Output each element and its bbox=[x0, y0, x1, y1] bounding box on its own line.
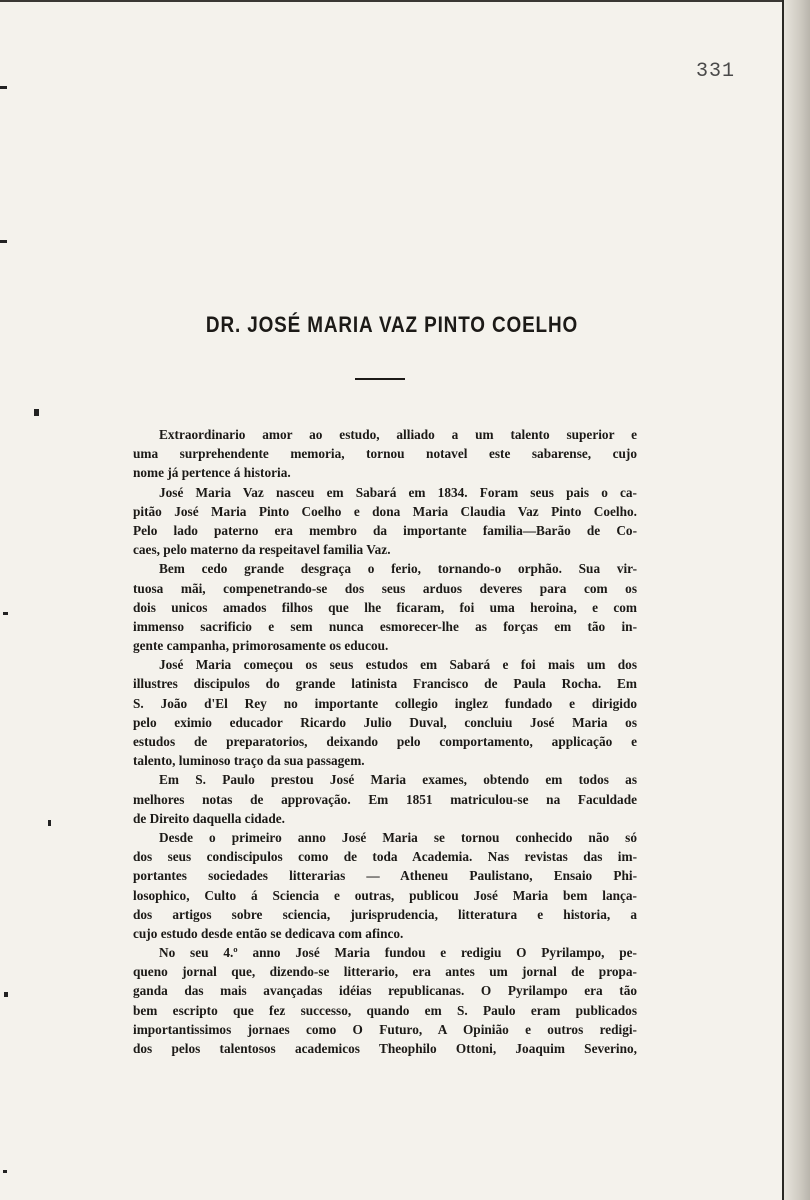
text-line: tuosa mãi, compenetrando-se dos seus arduos deveres para com os bbox=[133, 580, 637, 596]
text-line: dos pelos talentosos academicos Theophilo Ottoni, Joaquim Severino, bbox=[133, 1041, 637, 1056]
scan-mark bbox=[3, 612, 8, 615]
text-line: talento, luminoso traço da sua passagem. bbox=[133, 753, 365, 769]
text-line: José Maria começou os seus estudos em Sabará e foi mais um dos bbox=[159, 657, 637, 673]
text-line: immenso sacrificio e sem nunca esmorecer-lhe as forças em tão in- bbox=[133, 618, 637, 634]
text-line: pelo eximio educador Ricardo Julio Duval, concluiu José Maria os bbox=[133, 714, 637, 730]
scan-mark bbox=[4, 992, 8, 997]
text-line: Bem cedo grande desgraça o ferio, tornando-o orphão. Sua vir- bbox=[159, 561, 637, 577]
scan-mark bbox=[0, 86, 7, 89]
text-line: dos seus condiscipulos como de toda Academia. Nas revistas das im- bbox=[133, 849, 637, 865]
text-line: illustres discipulos do grande latinista Francisco de Paula Rocha. Em bbox=[133, 676, 637, 692]
text-line: dos artigos sobre sciencia, jurisprudencia, litteratura e historia, a bbox=[133, 906, 637, 922]
text-line: José Maria Vaz nasceu em Sabará em 1834. Foram seus pais o ca- bbox=[159, 484, 637, 500]
scan-mark bbox=[0, 240, 7, 243]
text-line: losophico, Culto á Sciencia e outras, publicou José Maria bem lança- bbox=[133, 887, 637, 903]
text-line: importantissimos jornaes como O Futuro, A Opinião e outros redigi- bbox=[133, 1021, 637, 1037]
text-line: Pelo lado paterno era membro da importante familia—Barão de Co- bbox=[133, 522, 637, 538]
page-number: 331 bbox=[696, 60, 736, 83]
text-line: No seu 4.º anno José Maria fundou e redigiu O Pyrilampo, pe- bbox=[159, 945, 637, 961]
text-line: caes, pelo materno da respeitavel familia Vaz. bbox=[133, 542, 391, 558]
text-line: bem escripto que fez successo, quando em S. Paulo eram publicados bbox=[133, 1002, 637, 1018]
text-line: estudos de preparatorios, deixando pelo comportamento, applicação e bbox=[133, 734, 637, 749]
text-line: pitão José Maria Pinto Coelho e dona Maria Claudia Vaz Pinto Coelho. bbox=[133, 503, 637, 519]
text-line: S. João d'El Rey no importante collegio inglez fundado e dirigido bbox=[133, 695, 637, 711]
text-line: de Direito daquella cidade. bbox=[133, 810, 285, 826]
text-line: Desde o primeiro anno José Maria se tornou conhecido não só bbox=[159, 829, 637, 845]
text-line: nome já pertence á historia. bbox=[133, 465, 291, 481]
title-divider bbox=[355, 378, 405, 380]
page-top-border bbox=[0, 0, 784, 2]
text-line: queno jornal que, dizendo-se litterario, era antes um jornal de propa- bbox=[133, 964, 637, 980]
text-line: ganda das mais avançadas idéias republicanas. O Pyrilampo era tão bbox=[133, 983, 637, 999]
text-line: Em S. Paulo prestou José Maria exames, obtendo em todos as bbox=[159, 772, 637, 788]
text-line: uma surprehendente memoria, tornou notavel este sabarense, cujo bbox=[133, 446, 637, 462]
text-line: cujo estudo desde então se dedicava com afinco. bbox=[133, 925, 404, 941]
body-text bbox=[133, 425, 637, 1058]
text-line: portantes sociedades litterarias — Atheneu Paulistano, Ensaio Phi- bbox=[133, 868, 637, 884]
scan-mark bbox=[3, 1170, 7, 1173]
text-line: gente campanha, primorosamente os educou. bbox=[133, 638, 389, 654]
page-edge bbox=[782, 0, 810, 1200]
scan-mark bbox=[34, 409, 39, 416]
text-line: Extraordinario amor ao estudo, alliado a um talento superior e bbox=[159, 427, 637, 442]
page-title: DR. JOSÉ MARIA VAZ PINTO COELHO bbox=[205, 312, 579, 337]
text-line: dois unicos amados filhos que lhe ficaram, foi uma heroina, e com bbox=[133, 599, 637, 615]
text-line: melhores notas de approvação. Em 1851 matriculou-se na Faculdade bbox=[133, 791, 637, 807]
scan-mark bbox=[48, 820, 51, 826]
